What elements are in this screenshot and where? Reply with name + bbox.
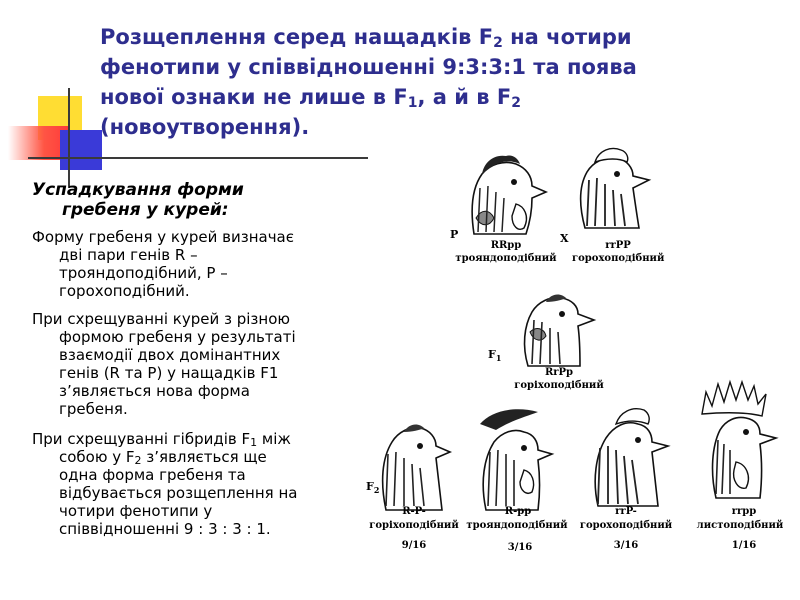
f2-pea-chicken-head <box>586 396 676 508</box>
parent2-phenotype: горохоподібний <box>572 253 665 264</box>
decor-blue-square <box>60 130 102 170</box>
paragraph-f2-cross: При схрещуванні гібридів $F_1$ між собою у $F_2$ з’являється ще одна форма гребеня та відбувається розщеплення на чотири фенотипи у співвідношенні 9 : 3 : 3 : 1. <box>32 430 298 538</box>
f2-walnut-ratio: 9/16 <box>401 540 427 551</box>
rose-comb-chicken-head <box>460 148 550 236</box>
section-subheading: Успадкування форми гребеня у курей: <box>32 180 244 220</box>
f2-rose-chicken-head <box>476 402 561 512</box>
f2-pea-genotype: rrP- <box>615 506 637 517</box>
f2-single-ratio: 1/16 <box>731 540 757 551</box>
f1-genotype: RrPp <box>544 367 574 378</box>
walnut-comb-chicken-head <box>510 276 605 368</box>
f2-single-comb-chicken-head <box>696 376 786 500</box>
f2-rose-phenotype: трояндоподібний <box>466 520 568 531</box>
f2-single-genotype: rrpp <box>731 506 757 517</box>
cross-symbol: X <box>560 232 569 245</box>
pea-comb-chicken-head <box>565 140 660 230</box>
f2-rose-ratio: 3/16 <box>507 542 533 553</box>
f1-generation-label: $F_1$ <box>488 348 502 364</box>
decor-vertical-line <box>68 88 70 188</box>
slide-title: Розщеплення серед нащадків $F_2$ на чотири фенотипи у співвідношенні 9:3:3:1 та поява нової ознаки не лише в $F_1$, а й в $F_2$ (новоутворення). <box>100 25 637 139</box>
paragraph-genes: Форму гребеня у курей визначає дві пари генів R – трояндоподібний, P – горохоподібний. <box>32 228 294 300</box>
f2-walnut-phenotype: горіхоподібний <box>369 520 459 531</box>
f1-phenotype: горіхоподібний <box>514 380 604 391</box>
paragraph-f1-cross: При схрещуванні курей з різною формою гребеня у результаті взаємодії двох домінантних генів (R та P) у нащадків F1 з’являється нова форма гребеня. <box>32 310 296 418</box>
decor-horizontal-line <box>28 157 368 159</box>
p-generation-label: P <box>450 228 459 241</box>
f2-single-phenotype: листоподібний <box>696 520 784 531</box>
decor-red-square <box>8 126 68 160</box>
parent2-genotype: rrPP <box>605 240 631 251</box>
f2-pea-ratio: 3/16 <box>613 540 639 551</box>
f2-pea-phenotype: горохоподібний <box>579 520 673 531</box>
chicken-comb-inheritance-figure <box>360 140 790 560</box>
f2-walnut-chicken-head <box>374 402 459 512</box>
f2-rose-genotype: R-pp <box>504 506 532 517</box>
f2-walnut-genotype: R-P- <box>402 506 426 517</box>
parent1-genotype: RRpp <box>490 240 522 251</box>
f2-generation-label: $F_2$ <box>366 480 380 496</box>
parent1-phenotype: трояндоподібний <box>455 253 557 264</box>
